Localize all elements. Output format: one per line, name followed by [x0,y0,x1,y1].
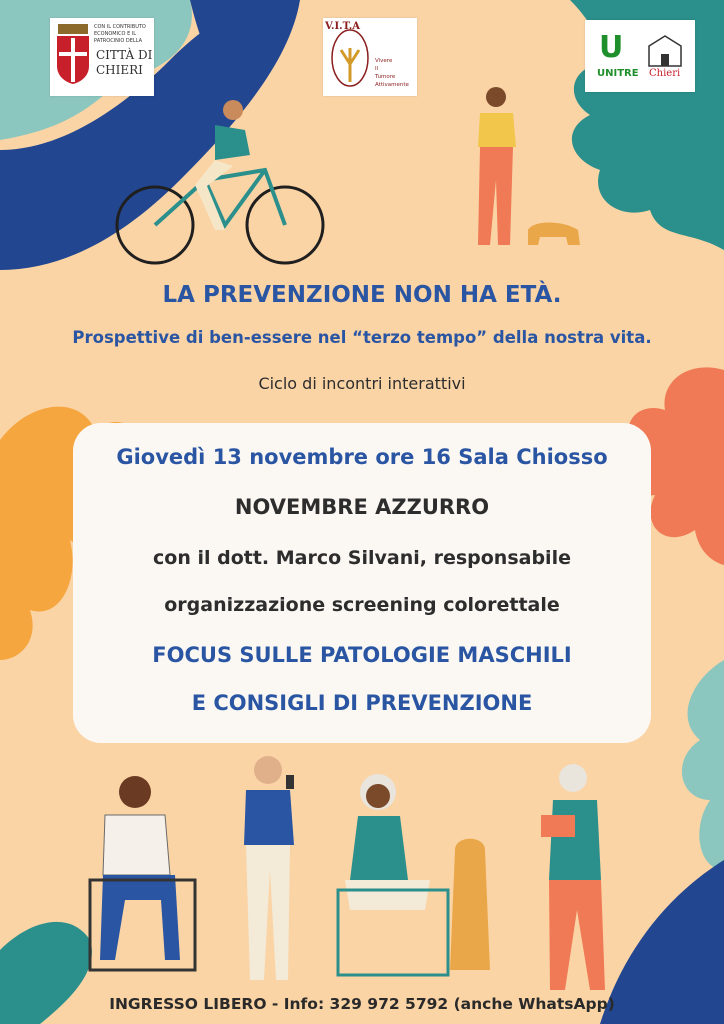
vita-logo [323,18,417,96]
wheat-oval-icon [329,24,371,90]
chieri-city-1: CITTÀ DI [96,48,153,62]
vita-line-3: Tumore [375,74,396,80]
vita-line-1: Vivere [375,58,393,64]
page-title: LA PREVENZIONE NON HA ETÀ. [162,282,562,308]
unitre-name: UNITRE [597,68,639,79]
man-with-phone-illustration [228,750,308,995]
vita-title: V.I.T.A [325,21,361,32]
event-name: NOVEMBRE AZZURRO [234,495,490,519]
unitre-logo [585,20,695,92]
cyclist-illustration [115,90,330,270]
woman-with-tablet-illustration [535,760,625,1000]
teal-bottom-right-shape [682,660,724,870]
page-subtitle: Prospettive di ben-essere nel “terzo tempo” della nostra vita. [72,328,652,347]
event-focus-line-1: FOCUS SULLE PATOLOGIE MASCHILI [152,643,572,667]
vita-line-4: Attivamente [375,82,409,88]
unitre-mark: U [599,30,624,65]
chieri-city-2: CHIERI [96,63,143,77]
wheelchair-man-illustration [85,770,205,985]
vita-line-2: Il [375,66,379,72]
building-icon [645,32,685,68]
event-date-line: Giovedì 13 novembre ore 16 Sala Chiosso [116,445,608,469]
footer-info: INGRESSO LIBERO - Info: 329 972 5792 (anche WhatsApp) [109,995,615,1013]
woman-with-dog-illustration [330,770,510,980]
chieri-logo [50,18,154,96]
walker-with-dog-illustration [458,85,588,260]
series-label: Ciclo di incontri interattivi [258,374,466,393]
event-focus-line-2: E CONSIGLI DI PREVENZIONE [191,691,533,715]
chieri-coat-of-arms-icon [54,24,92,86]
unitre-city: Chieri [649,68,681,79]
event-card [73,423,651,743]
chieri-caption-3: PATROCINIO DELLA [94,38,143,44]
chieri-caption-2: ECONOMICO E IL [94,31,137,37]
event-speaker-line-1: con il dott. Marco Silvani, responsabile [153,547,571,569]
chieri-caption-1: CON IL CONTRIBUTO [94,24,146,30]
event-speaker-line-2: organizzazione screening colorettale [164,594,560,616]
